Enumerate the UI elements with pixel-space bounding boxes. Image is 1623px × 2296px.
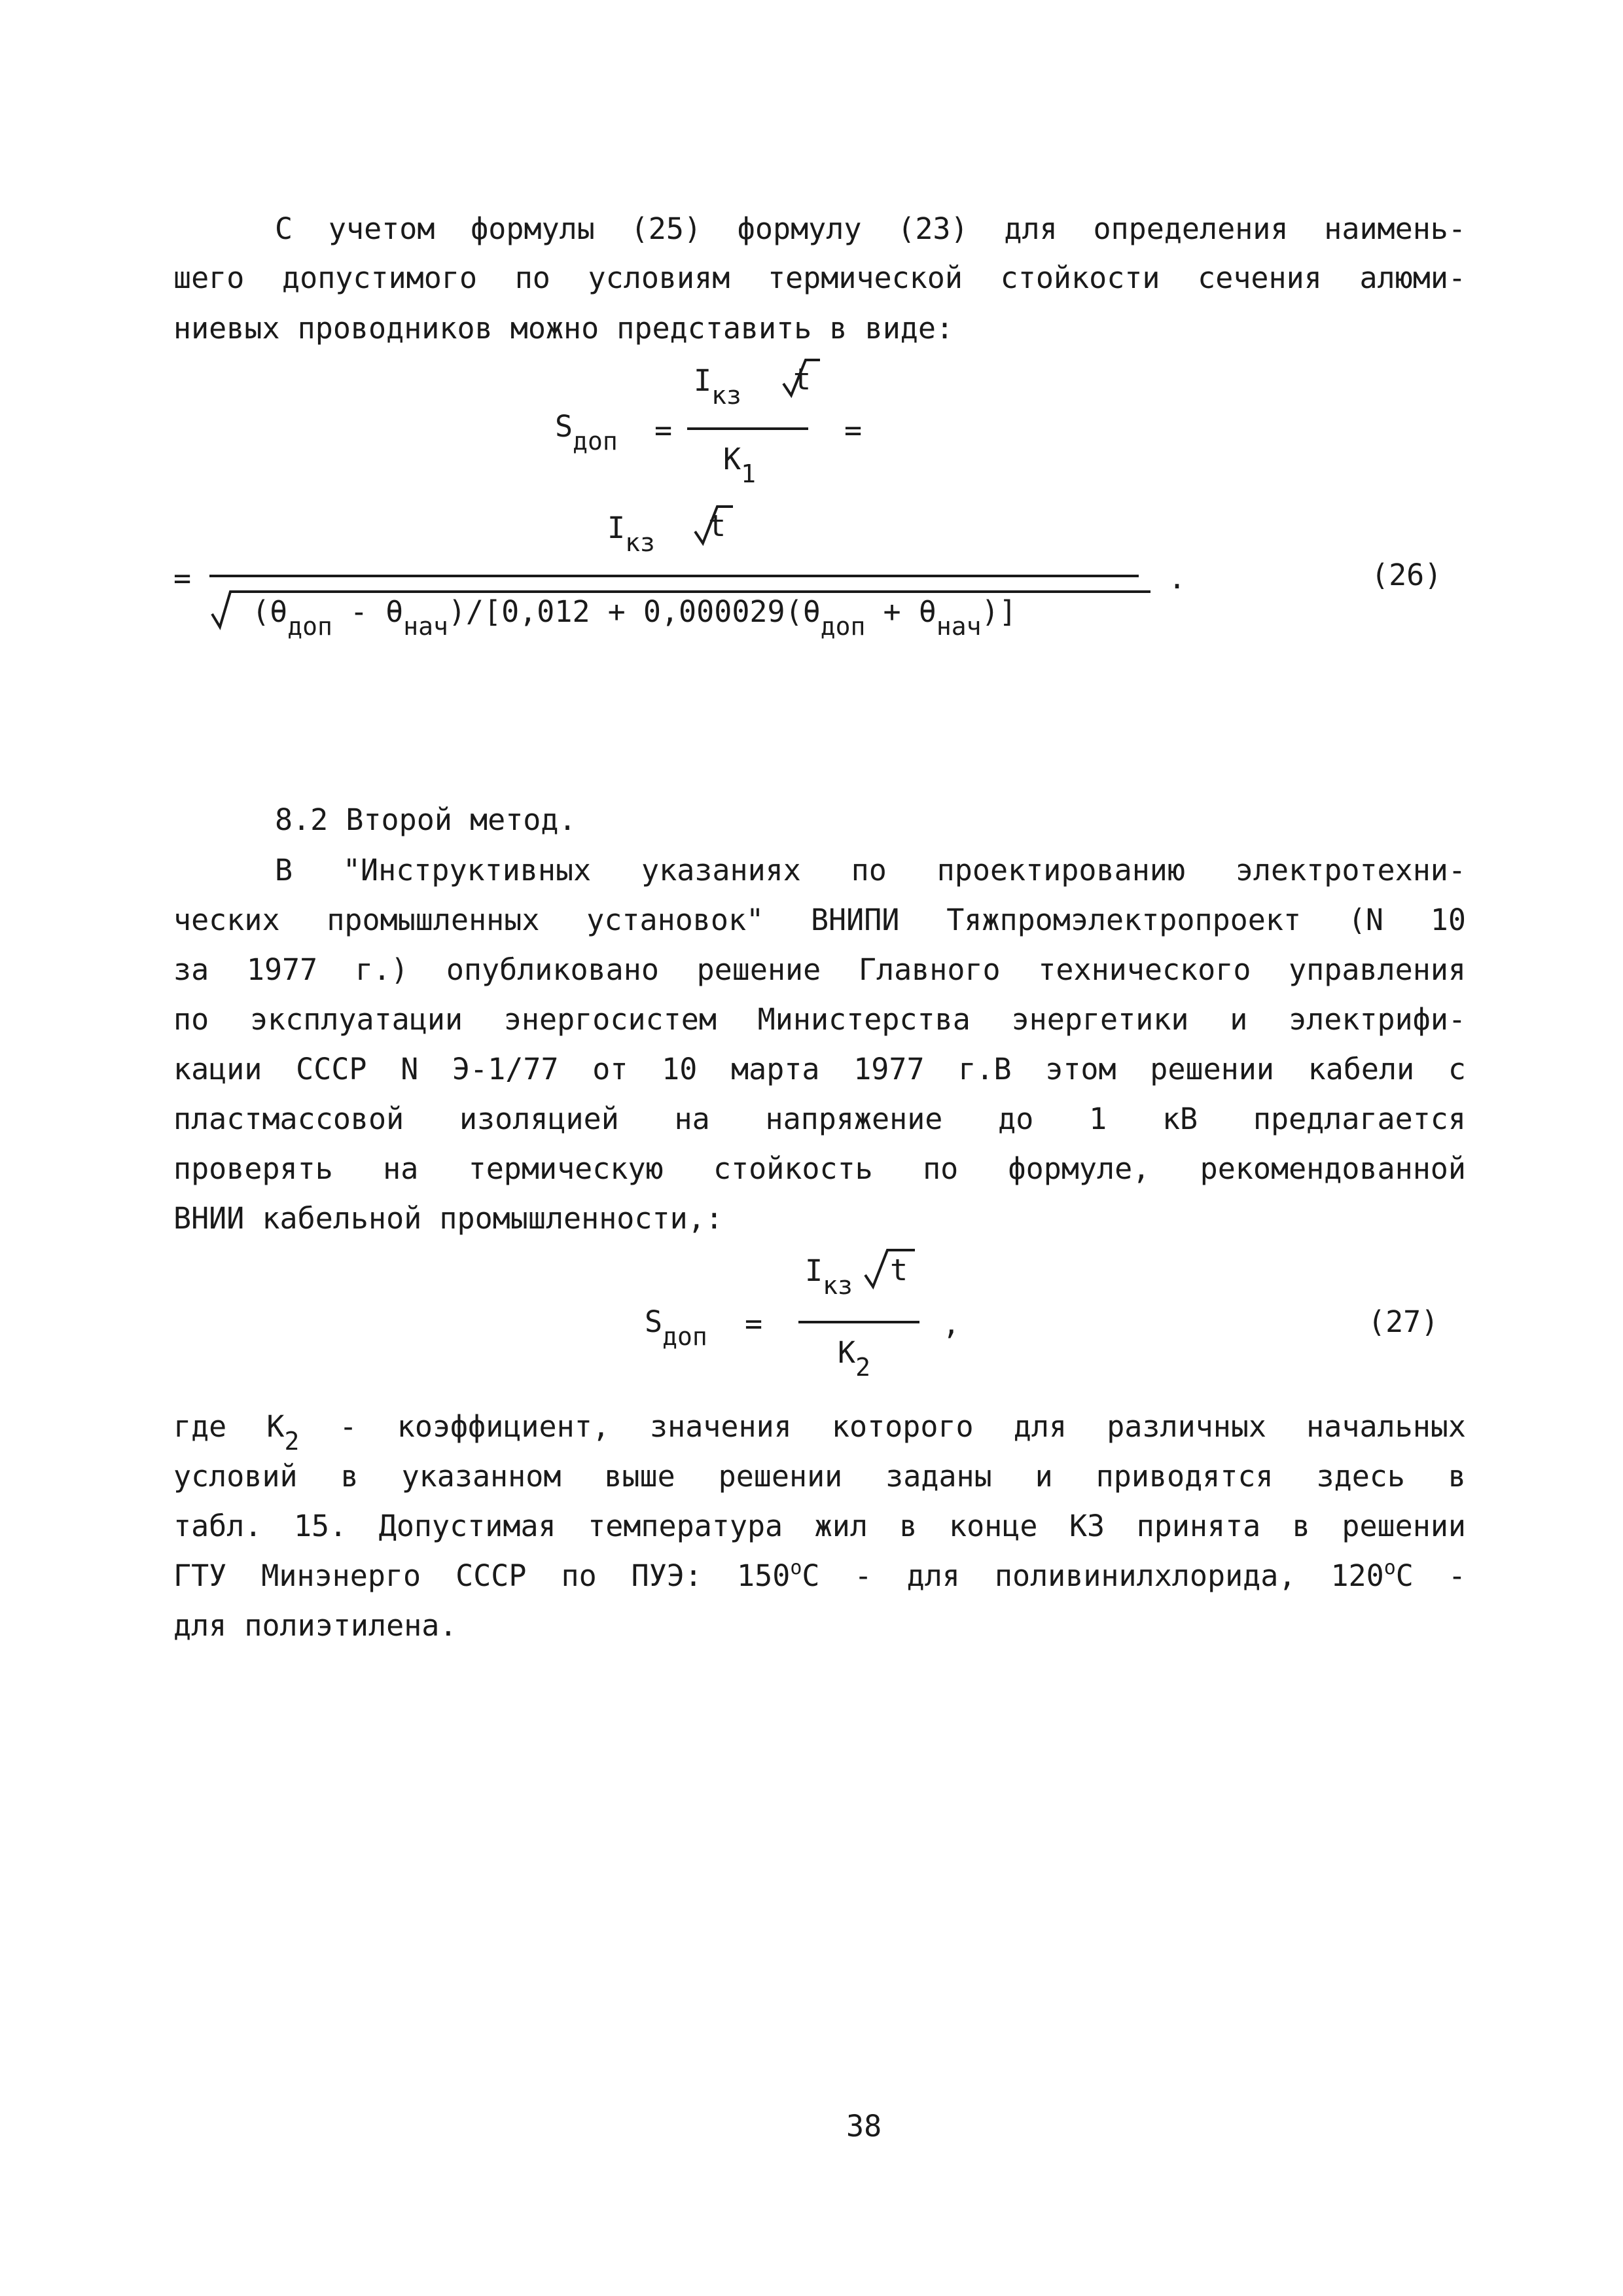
formula-27-s: $S_{доп}$ [645,1304,707,1351]
paragraph-3-line-2: условий в указанном выше решении заданы и приводятся здесь в [173,1459,1466,1494]
formula-27-fraction-bar [798,1321,919,1323]
paragraph-1-line-1: С учетом формулы (25) формулу (23) для определения наимень- [275,211,1466,246]
paragraph-2-line-4: по эксплуатации энергосистем Министерства энергетики и электрифи- [173,1002,1466,1037]
formula-26-big-fraction-bar [209,575,1139,577]
paragraph-3-line-4: ГТУ Минэнерго СССР по ПУЭ: $150^оС$ - для поливинилхлорида, $120^оС$ - [173,1556,1466,1593]
formula-26-big-t: t [708,509,726,543]
paragraph-2-line-3: за 1977 г.) опубликовано решение Главного технического управления [173,952,1466,987]
formula-26-period: . [1168,561,1186,596]
paragraph-3-line-3: табл. 15. Допустимая температура жил в конце КЗ принята в решении [173,1509,1466,1543]
paragraph-3-line-5: для полиэтилена. [173,1608,457,1643]
formula-26-equals: = [654,413,673,448]
formula-27-comma: , [942,1306,961,1341]
formula-26-small-denominator: $K_1$ [723,442,756,488]
formula-26-small-fraction-bar [687,427,808,430]
formula-27-numerator: $I_{кз}$ [805,1253,853,1300]
paragraph-1-line-3: ниевых проводников можно представить в виде: [173,311,954,346]
paragraph-2-line-1: В "Инструктивных указаниях по проектированию электротехни- [275,853,1466,888]
formula-27-denominator: $K_2$ [838,1335,870,1382]
paragraph-3-line-1: где $K_2$ - коэффициент, значения которого для различных начальных [173,1409,1466,1456]
formula-26-denominator: $(\theta_{доп} - \theta_{нач})/[0,012 + 0,000029(\theta_{доп} + \theta_{нач})]$ [252,594,1017,641]
formula-26-small-t: t [793,362,812,397]
formula-27-equals: = [745,1306,763,1341]
page-number: 38 [846,2109,882,2144]
formula-27-t: t [890,1253,908,1287]
paragraph-2-line-6: пластмассовой изоляцией на напряжение до 1 кВ предлагается [173,1102,1466,1136]
paragraph-2-line-5: кации СССР N Э-1/77 от 10 марта 1977 г.В этом решении кабели с [173,1052,1466,1086]
formula-26-equals-right: = [844,413,863,448]
formula-26-small-numerator: $I_{кз}$ [694,363,741,410]
formula-26-s: $S_{доп}$ [555,409,618,456]
formula-26-equals-left: = [173,561,192,596]
paragraph-1-line-2: шего допустимого по условиям термической стойкости сечения алюми- [173,260,1466,295]
paragraph-2-line-2: ческих промышленных установок" ВНИПИ Тяжпромэлектропроект (N 10 [173,903,1466,937]
formula-26-number: (26) [1371,558,1442,592]
section-heading: 8.2 Второй метод. [275,802,577,837]
formula-26-big-numerator: $I_{кз}$ [607,511,655,557]
paragraph-2-line-7: проверять на термическую стойкость по формуле, рекомендованной [173,1151,1466,1186]
paragraph-2-line-8: ВНИИ кабельной промышленности,: [173,1201,723,1236]
formula-27-number: (27) [1368,1304,1439,1339]
